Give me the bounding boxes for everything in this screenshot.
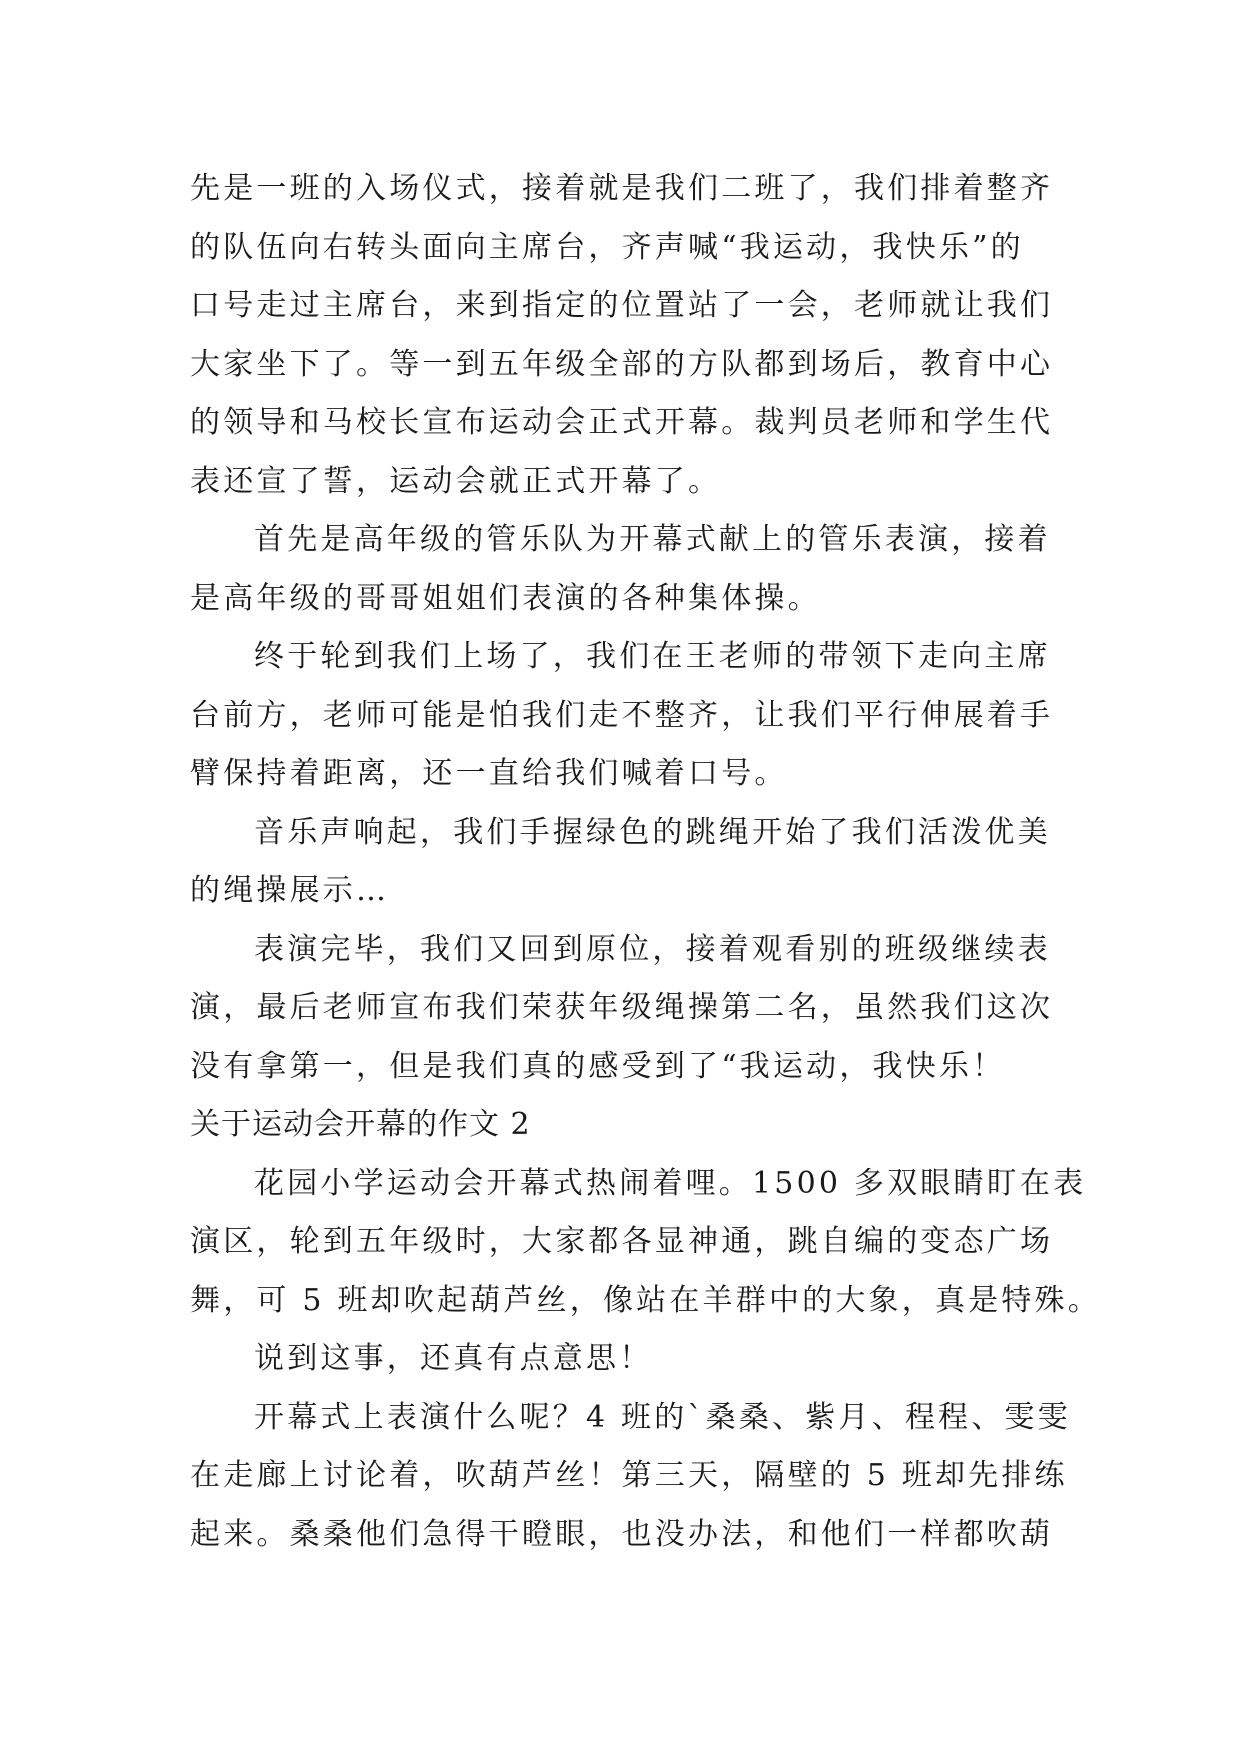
text-line: 先是一班的入场仪式，接着就是我们二班了，我们排着整齐 (190, 171, 1054, 206)
text-line: 是高年级的哥哥姐姐们表演的各种集体操。 (190, 580, 821, 616)
text-line: 表还宣了誓，运动会就正式开幕了。 (190, 463, 722, 499)
text-line: 的队伍向右转头面向主席台，齐声喊“我运动，我快乐”的 (190, 229, 1024, 265)
paragraph-start-line: 开幕式上表演什么呢？4 班的`桑桑、紫月、程程、雯雯 (254, 1399, 1071, 1435)
paragraph-start-line: 花园小学运动会开幕式热闹着哩。1500 多双眼睛盯在表 (254, 1165, 1087, 1201)
text-line: 台前方，老师可能是怕我们走不整齐，让我们平行伸展着手 (190, 697, 1054, 733)
text-line: 大家坐下了。等一到五年级全部的方队都到场后，教育中心 (190, 346, 1054, 382)
paragraph-start-line: 首先是高年级的管乐队为开幕式献上的管乐表演，接着 (254, 522, 1051, 557)
text-line: 舞，可 5 班却吹起葫芦丝，像站在羊群中的大象，真是特殊。 (190, 1282, 1101, 1318)
section-heading: 关于运动会开幕的作文 2 (190, 1107, 531, 1142)
text-line: 的绳操展示… (190, 873, 390, 908)
document-body (190, 160, 1101, 1564)
paragraph-start-line: 终于轮到我们上场了，我们在王老师的带领下走向主席 (254, 639, 1051, 674)
paragraph-start-line: 说到这事，还真有点意思！ (254, 1341, 653, 1376)
text-line: 臂保持着距离，还一直给我们喊着口号。 (190, 756, 788, 791)
text-line: 口号走过主席台，来到指定的位置站了一会，老师就让我们 (190, 288, 1054, 323)
text-line: 在走廊上讨论着，吹葫芦丝！第三天，隔壁的 5 班却先排练 (190, 1458, 1068, 1493)
text-line: 起来。桑桑他们急得干瞪眼，也没办法，和他们一样都吹葫 (190, 1516, 1054, 1552)
text-line: 的领导和马校长宣布运动会正式开幕。裁判员老师和学生代 (190, 405, 1054, 440)
paragraph-start-line: 音乐声响起，我们手握绿色的跳绳开始了我们活泼优美 (254, 814, 1051, 850)
paragraph-start-line: 表演完毕，我们又回到原位，接着观看别的班级继续表 (254, 931, 1051, 967)
text-line: 没有拿第一，但是我们真的感受到了“我运动，我快乐！ (190, 1048, 1006, 1084)
text-line: 演，最后老师宣布我们荣获年级绳操第二名，虽然我们这次 (190, 990, 1054, 1025)
text-line: 演区，轮到五年级时，大家都各显神通，跳自编的变态广场 (190, 1224, 1054, 1259)
